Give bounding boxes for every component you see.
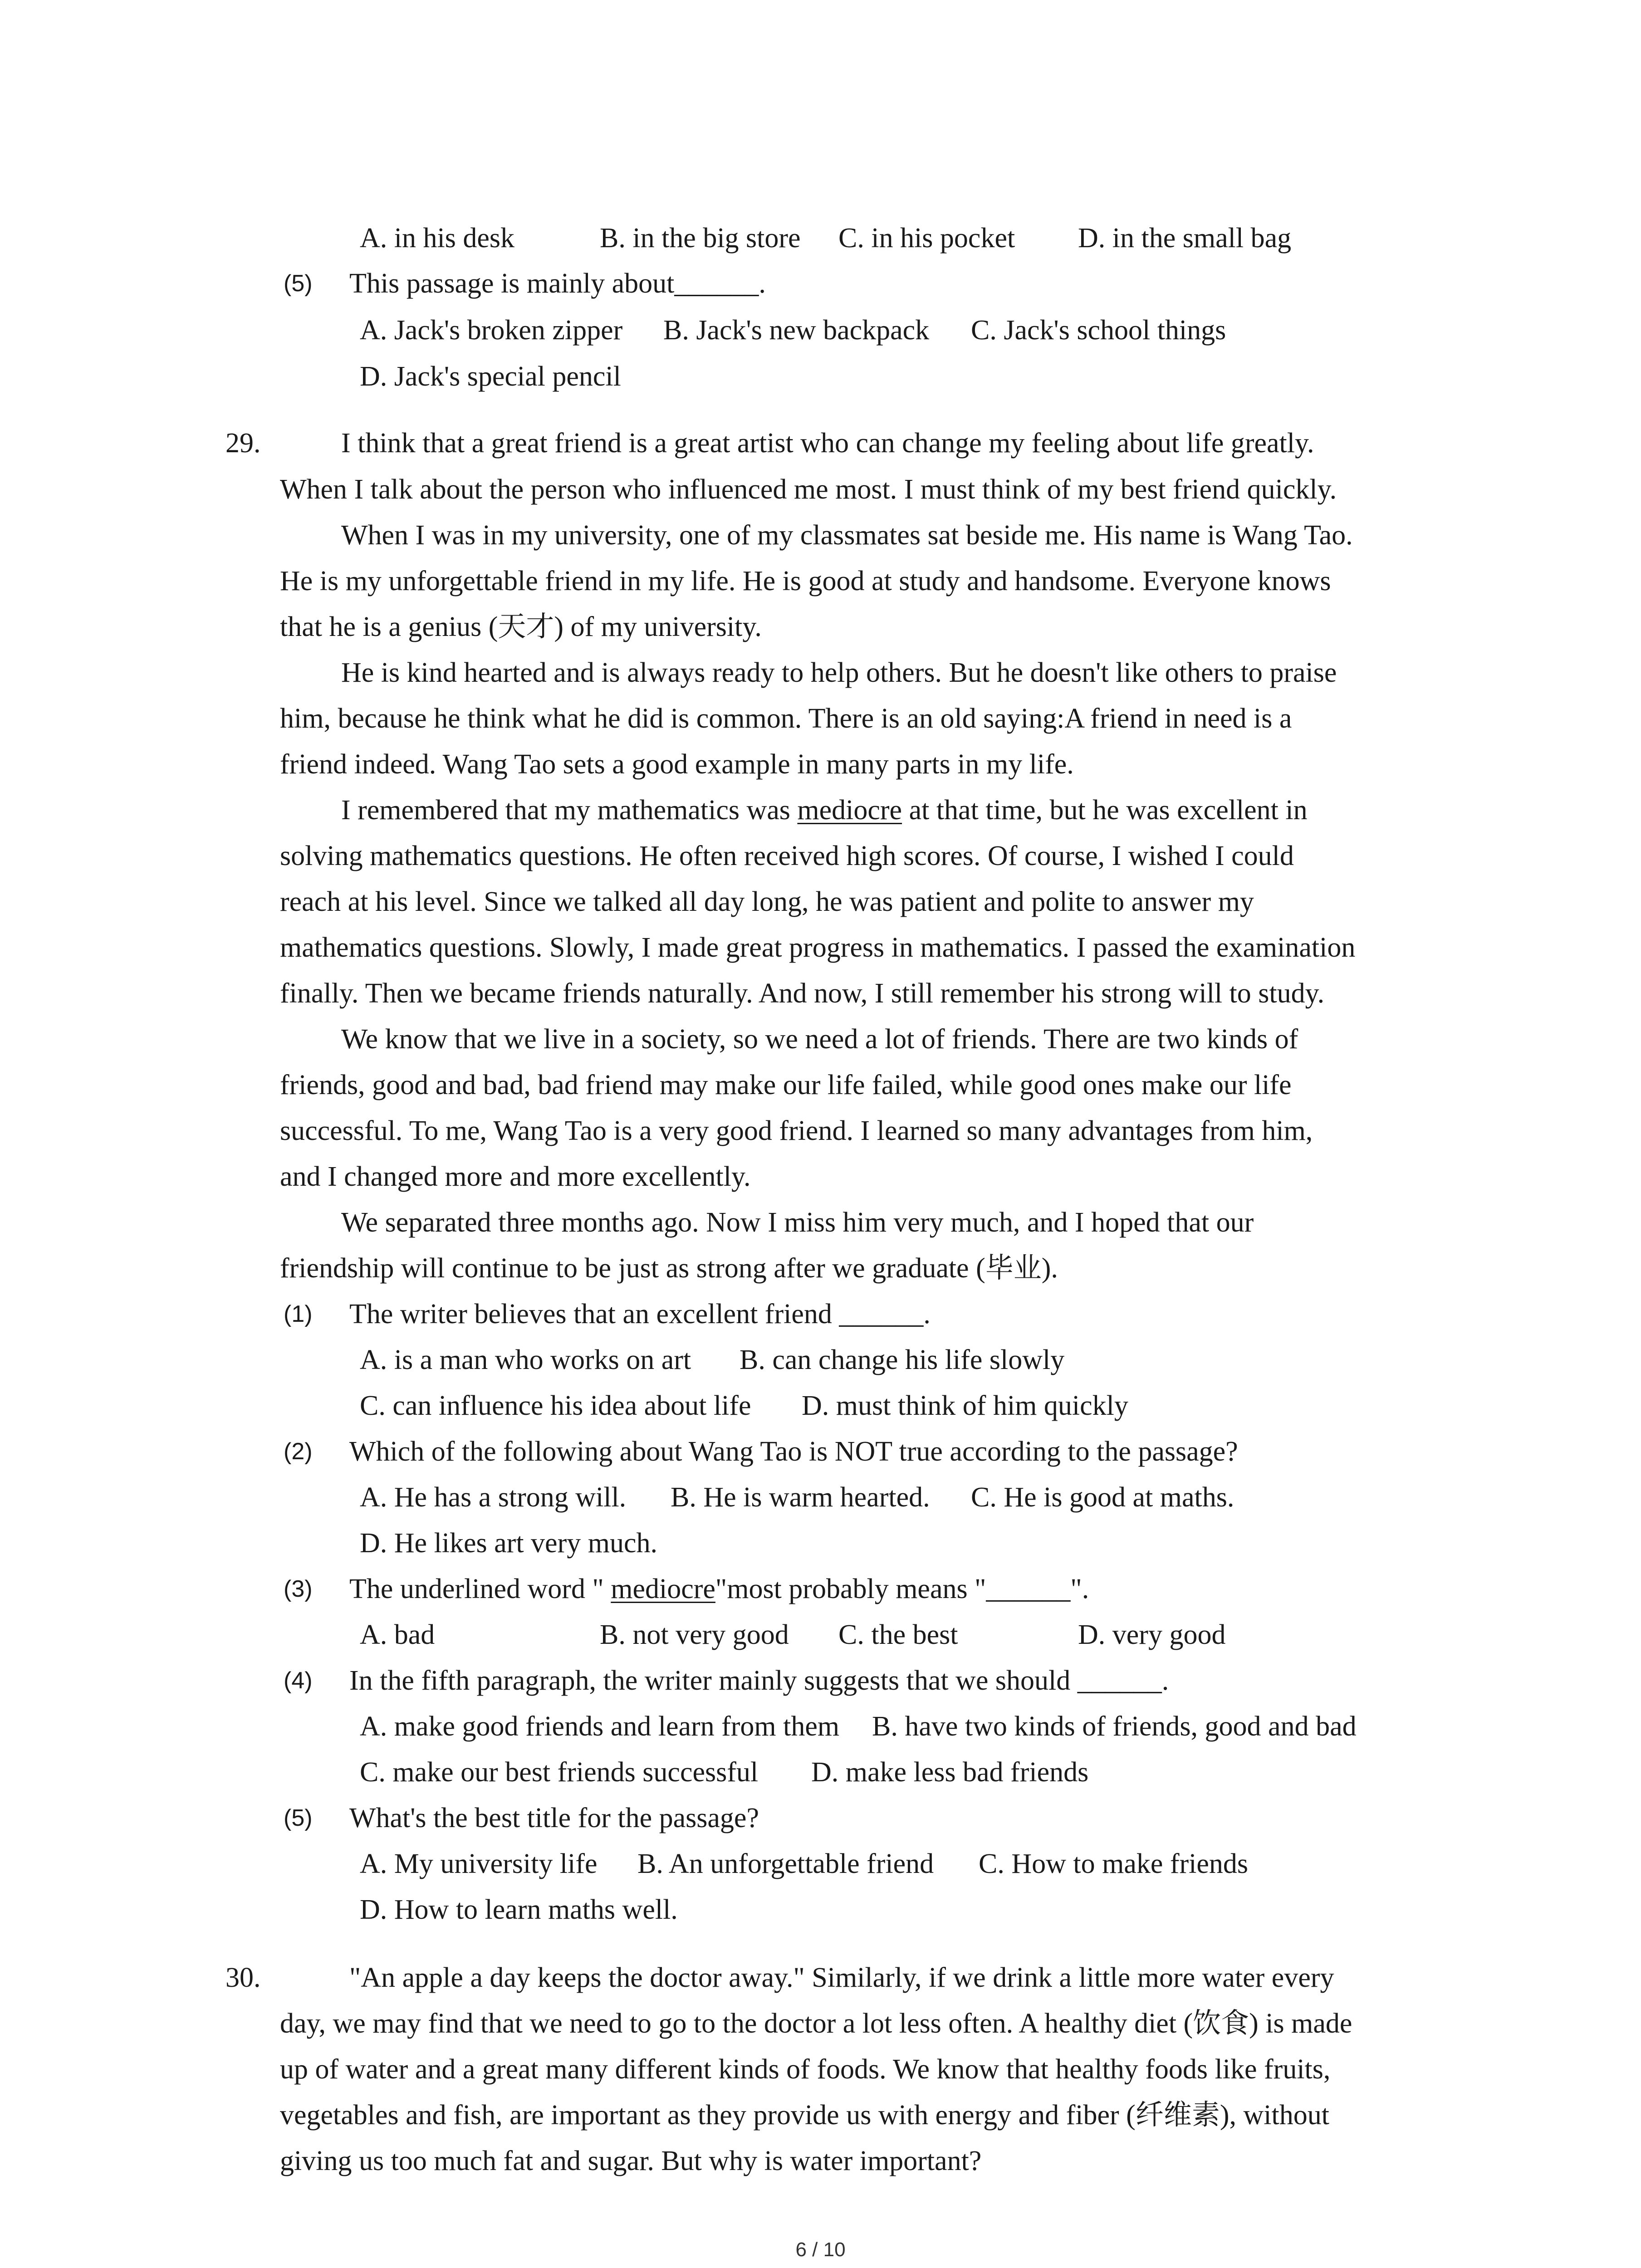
q29-s5-option-d: D. How to learn maths well. bbox=[360, 1894, 678, 1925]
q29-p6-line2: friendship will continue to be just as strong after we graduate (毕业). bbox=[280, 1253, 1058, 1284]
q29-p1-line2: When I talk about the person who influenced me most. I must think of my best friend quickly. bbox=[280, 474, 1337, 505]
q29-s3-underlined-word: mediocre bbox=[611, 1574, 715, 1604]
q29-s2-option-a: A. He has a strong will. bbox=[360, 1482, 627, 1513]
q30-line5: giving us too much fat and sugar. But why is water important? bbox=[280, 2146, 982, 2176]
q29-s3-stem-end: "most probably means "______". bbox=[715, 1574, 1089, 1604]
prev-q5-option-a: A. Jack's broken zipper bbox=[360, 315, 623, 346]
q30-line3: up of water and a great many different kinds of foods. We know that healthy foods like fruits, bbox=[280, 2054, 1331, 2085]
q29-s4-stem: In the fifth paragraph, the writer mainly suggests that we should ______. bbox=[349, 1665, 1169, 1696]
q29-s5-option-a: A. My university life bbox=[360, 1848, 598, 1879]
prev-q5-option-d: D. Jack's special pencil bbox=[360, 361, 621, 392]
q29-p2-line3: that he is a genius (天才) of my university. bbox=[280, 611, 762, 642]
q29-s3-number: (3) bbox=[284, 1576, 313, 1602]
q29-s5-number: (5) bbox=[284, 1805, 313, 1831]
q30-line2: day, we may find that we need to go to the doctor a lot less often. A healthy diet (饮食) is made bbox=[280, 2008, 1352, 2039]
prev-q4-option-a: A. in his desk bbox=[360, 223, 514, 254]
q29-p6-line1: We separated three months ago. Now I miss him very much, and I hoped that our bbox=[341, 1207, 1254, 1238]
q29-p4-line5: finally. Then we became friends naturally. And now, I still remember his strong will to study. bbox=[280, 978, 1325, 1009]
prev-q5-number: (5) bbox=[284, 270, 313, 297]
q29-s1-option-b: B. can change his life slowly bbox=[740, 1344, 1065, 1375]
q29-s3-stem-start: The underlined word " bbox=[349, 1574, 611, 1604]
q29-s4-option-b: B. have two kinds of friends, good and bad bbox=[872, 1711, 1357, 1742]
prev-q5-option-b: B. Jack's new backpack bbox=[663, 315, 930, 346]
q29-s1-option-c: C. can influence his idea about life bbox=[360, 1390, 751, 1421]
q29-p5-line1: We know that we live in a society, so we need a lot of friends. There are two kinds of bbox=[341, 1024, 1298, 1055]
q29-s3-stem bbox=[349, 1571, 1089, 1607]
q29-s4-option-a: A. make good friends and learn from them bbox=[360, 1711, 840, 1742]
q29-s1-option-a: A. is a man who works on art bbox=[360, 1344, 691, 1375]
q30-line4: vegetables and fish, are important as they provide us with energy and fiber (纤维素), without bbox=[280, 2100, 1329, 2131]
q29-p4-line4: mathematics questions. Slowly, I made great progress in mathematics. I passed the examination bbox=[280, 932, 1356, 963]
q29-s5-stem: What's the best title for the passage? bbox=[349, 1803, 759, 1833]
q29-s3-option-a: A. bad bbox=[360, 1619, 435, 1650]
q29-s4-option-c: C. make our best friends successful bbox=[360, 1757, 759, 1788]
q29-s3-option-c: C. the best bbox=[838, 1619, 958, 1650]
q29-s2-option-c: C. He is good at maths. bbox=[971, 1482, 1234, 1513]
q29-s2-option-b: B. He is warm hearted. bbox=[671, 1482, 930, 1513]
prev-q4-option-c: C. in his pocket bbox=[838, 223, 1015, 254]
mediocre-underlined-word: mediocre bbox=[797, 795, 902, 826]
q30-line1: "An apple a day keeps the doctor away." Similarly, if we drink a little more water every bbox=[349, 1962, 1334, 1993]
q29-p5-line2: friends, good and bad, bad friend may make our life failed, while good ones make our life bbox=[280, 1070, 1292, 1100]
q29-s2-number: (2) bbox=[284, 1438, 313, 1465]
q29-s3-option-b: B. not very good bbox=[600, 1619, 789, 1650]
q29-s5-option-b: B. An unforgettable friend bbox=[637, 1848, 934, 1879]
q29-s1-option-d: D. must think of him quickly bbox=[802, 1390, 1128, 1421]
q29-p4-line1 bbox=[341, 792, 1308, 828]
q29-p5-line3: successful. To me, Wang Tao is a very good friend. I learned so many advantages from him, bbox=[280, 1115, 1313, 1146]
q29-p4-line1-end: at that time, but he was excellent in bbox=[902, 795, 1308, 826]
q29-p5-line4: and I changed more and more excellently. bbox=[280, 1161, 751, 1192]
q29-s1-stem: The writer believes that an excellent friend ______. bbox=[349, 1299, 931, 1330]
prev-q4-option-b: B. in the big store bbox=[600, 223, 801, 254]
q29-p2-line1: When I was in my university, one of my classmates sat beside me. His name is Wang Tao. bbox=[341, 520, 1353, 551]
prev-q5-option-c: C. Jack's school things bbox=[971, 315, 1226, 346]
q29-s4-number: (4) bbox=[284, 1667, 313, 1694]
q29-s1-number: (1) bbox=[284, 1301, 313, 1327]
q29-p3-line1: He is kind hearted and is always ready to help others. But he doesn't like others to praise bbox=[341, 657, 1337, 688]
q29-s5-option-c: C. How to make friends bbox=[979, 1848, 1249, 1879]
q29-p4-line3: reach at his level. Since we talked all day long, he was patient and polite to answer my bbox=[280, 886, 1254, 917]
q29-p2-line2: He is my unforgettable friend in my life. He is good at study and handsome. Everyone knows bbox=[280, 566, 1331, 596]
q29-p3-line3: friend indeed. Wang Tao sets a good example in many parts in my life. bbox=[280, 749, 1074, 780]
q29-s4-option-d: D. make less bad friends bbox=[811, 1757, 1089, 1788]
q29-p1-line1: I think that a great friend is a great artist who can change my feeling about life greatly. bbox=[341, 428, 1314, 459]
prev-q4-option-d: D. in the small bag bbox=[1078, 223, 1292, 254]
q29-p3-line2: him, because he think what he did is common. There is an old saying:A friend in need is a bbox=[280, 703, 1292, 734]
q29-p4-line2: solving mathematics questions. He often received high scores. Of course, I wished I could bbox=[280, 841, 1294, 871]
page-number: 6 / 10 bbox=[795, 2239, 846, 2261]
q29-number: 29. bbox=[225, 428, 261, 459]
q29-s2-stem: Which of the following about Wang Tao is NOT true according to the passage? bbox=[349, 1436, 1238, 1467]
q29-p4-line1-start: I remembered that my mathematics was bbox=[341, 795, 798, 826]
q30-number: 30. bbox=[225, 1962, 261, 1993]
q29-s2-option-d: D. He likes art very much. bbox=[360, 1528, 657, 1559]
prev-q5-stem: This passage is mainly about______. bbox=[349, 268, 766, 299]
q29-s3-option-d: D. very good bbox=[1078, 1619, 1226, 1650]
